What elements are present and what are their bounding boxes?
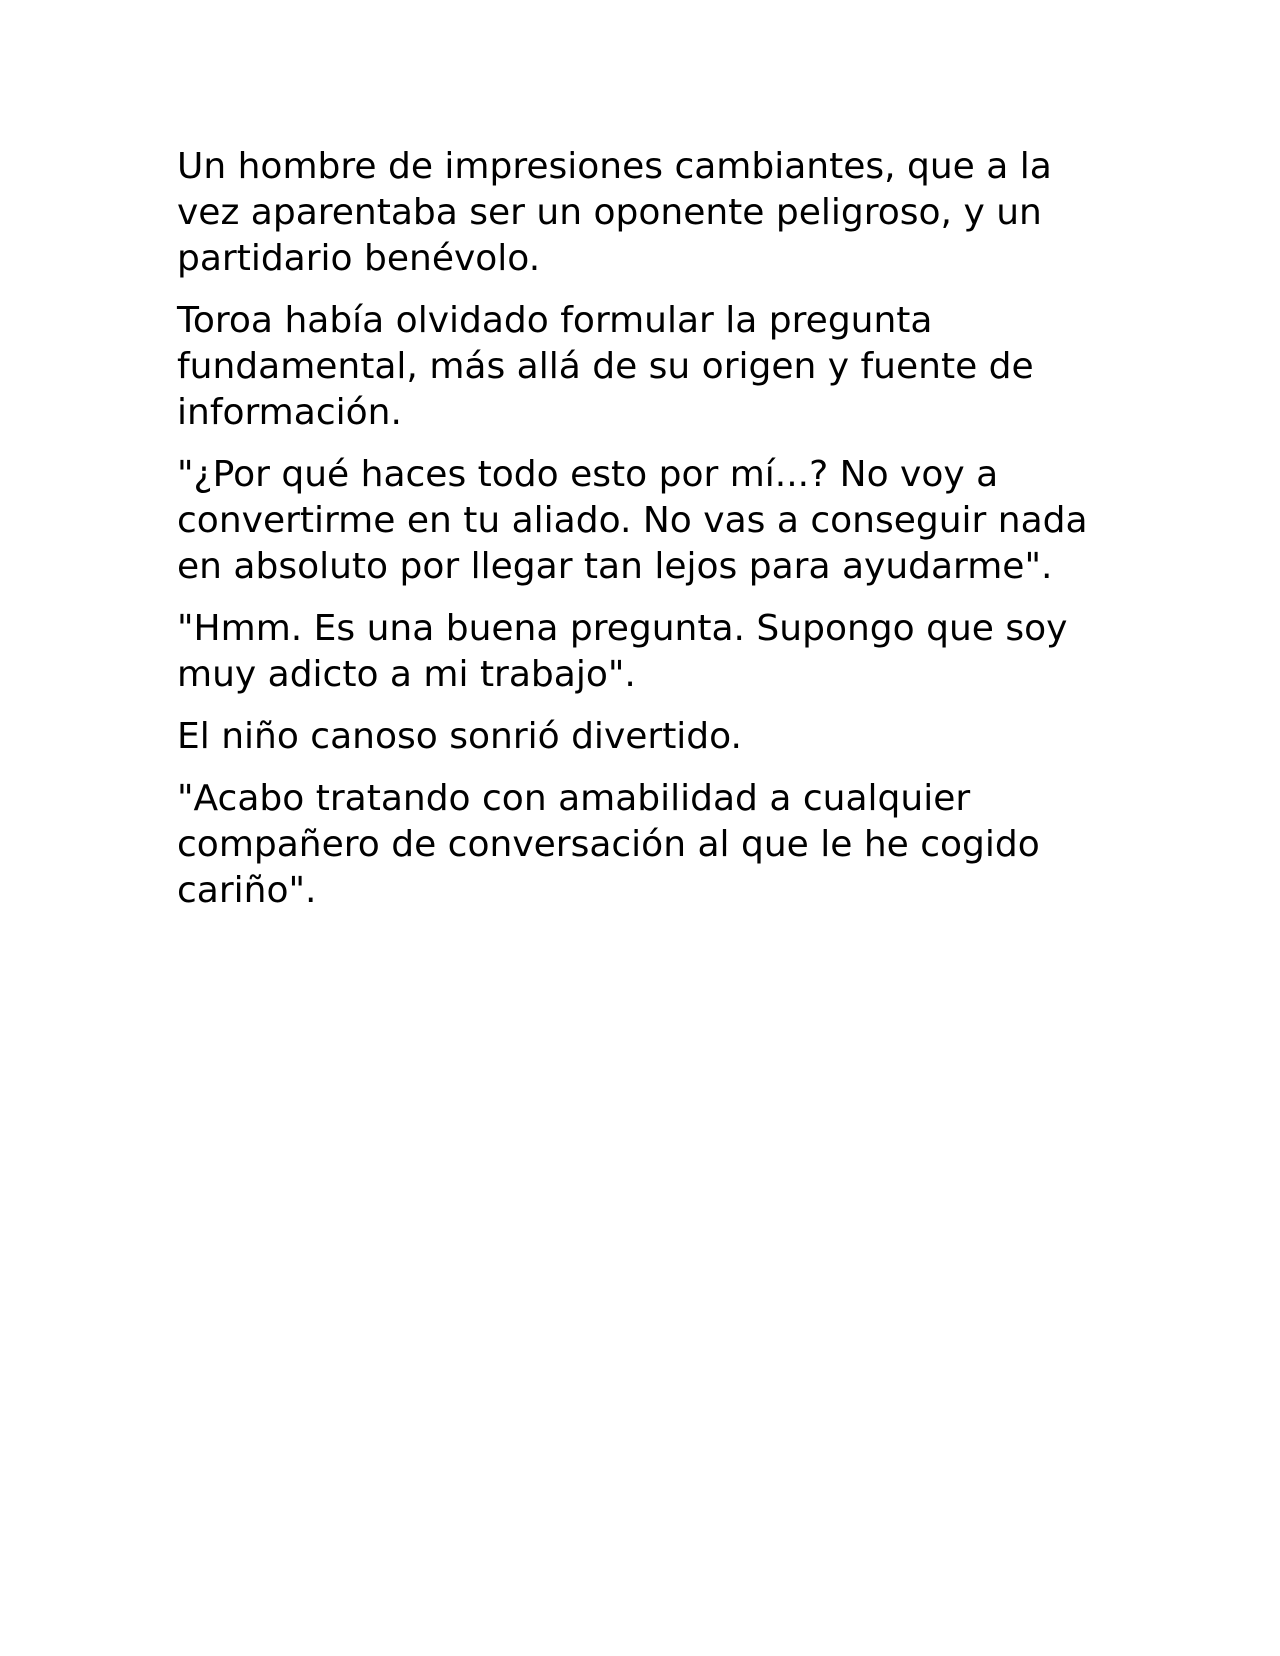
- paragraph-6: "Acabo tratando con amabilidad a cualquier compañero de conversación al que le he cogido cariño".: [177, 778, 1040, 911]
- paragraph-2: Toroa había olvidado formular la pregunta fundamental, más allá de su origen y fuente de información.: [177, 300, 1034, 433]
- document-body: [177, 144, 1107, 930]
- paragraph-1: Un hombre de impresiones cambiantes, que a la vez aparentaba ser un oponente peligroso, y un partidario benévolo.: [177, 146, 1052, 279]
- paragraph-3: "¿Por qué haces todo esto por mí...? No voy a convertirme en tu aliado. No vas a conseguir nada en absoluto por llegar tan lejos para ayudarme".: [177, 454, 1088, 587]
- paragraph-4: "Hmm. Es una buena pregunta. Supongo que soy muy adicto a mi trabajo".: [177, 608, 1068, 695]
- paragraph-5: El niño canoso sonrió divertido.: [177, 716, 742, 757]
